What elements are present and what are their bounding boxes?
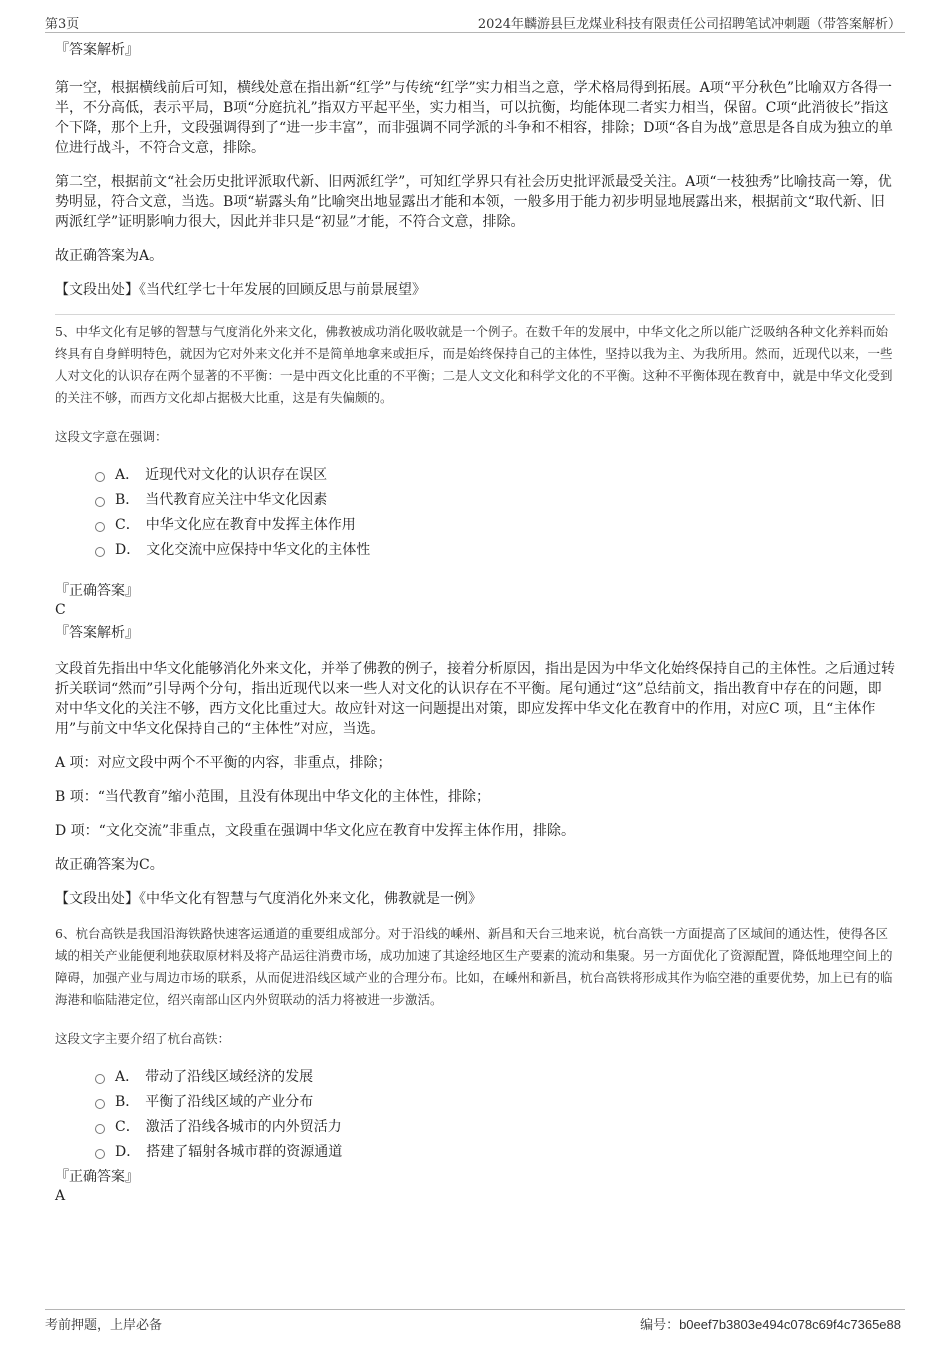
- option-text: 带动了沿线区域经济的发展: [145, 1068, 314, 1085]
- correct-answer-value: A: [55, 1188, 66, 1204]
- radio-icon[interactable]: [95, 497, 105, 507]
- page-header: [45, 10, 905, 33]
- correct-answer-label: 『正确答案』: [55, 1169, 139, 1185]
- option-text: 搭建了辐射各城市群的资源通道: [146, 1143, 343, 1160]
- question-6-options: [95, 1063, 895, 1163]
- question-5-prompt: 这段文字意在强调：: [55, 429, 168, 444]
- question-6-prompt: 这段文字主要介绍了杭台高铁：: [55, 1031, 231, 1046]
- passage-source: 【文段出处】《中华文化有智慧与气度消化外来文化，佛教就是一例》: [55, 891, 482, 907]
- radio-icon[interactable]: [95, 472, 105, 482]
- option-text: 文化交流中应保持中华文化的主体性: [146, 541, 371, 558]
- option-letter: C．: [115, 516, 140, 533]
- question-5-option-c[interactable]: [95, 511, 895, 536]
- radio-icon[interactable]: [95, 1074, 105, 1084]
- question-5-item-a: A 项：对应文段中两个不平衡的内容，非重点，排除；: [55, 755, 392, 771]
- question-5-option-d[interactable]: [95, 536, 895, 561]
- question-6-option-a[interactable]: [95, 1063, 895, 1088]
- radio-icon[interactable]: [95, 547, 105, 557]
- page-number: 第3页: [45, 17, 80, 32]
- question-6-option-b[interactable]: [95, 1088, 895, 1113]
- analysis-conclusion: 故正确答案为A。: [55, 248, 164, 264]
- option-letter: A．: [115, 466, 140, 483]
- option-text: 近现代对文化的认识存在误区: [145, 466, 328, 483]
- question-5-item-b: B 项：“当代教育”缩小范围，且没有体现出中华文化的主体性，排除；: [55, 789, 491, 805]
- document-title: 2024年麟游县巨龙煤业科技有限责任公司招聘笔试冲刺题（带答案解析）: [477, 17, 901, 32]
- question-6-option-d[interactable]: [95, 1138, 895, 1163]
- question-5-analysis: 文段首先指出中华文化能够消化外来文化，并举了佛教的例子，接着分析原因，指出是因为中华文化始终保持自己的主体性。之后通过转折关联词“然而”引导两个分句，指出近现代以来一些人对文化的认识存在不平衡。尾句通过“这”总结前文，指出教育中存在的问题，即对中华文化的关注不够，西方文化比重过大。故应针对这一问题提出对策，即应发挥中华文化在教育中的作用，对应C 项，且“主体作用”与前文中华文化保持自己的“主体性”对应，当选。: [55, 661, 895, 737]
- analysis-label: 『答案解析』: [55, 625, 139, 641]
- document-id: 编号：b0eef7b3803e494c078c69f4c7365e88: [640, 1317, 901, 1332]
- radio-icon[interactable]: [95, 1099, 105, 1109]
- option-letter: D．: [115, 1143, 141, 1160]
- option-text: 平衡了沿线区域的产业分布: [145, 1093, 314, 1110]
- radio-icon[interactable]: [95, 1124, 105, 1134]
- option-text: 激活了沿线各城市的内外贸活力: [145, 1118, 342, 1135]
- analysis-paragraph-2: 第二空，根据前文“社会历史批评派取代新、旧两派红学”，可知红学界只有社会历史批评派最受关注。A项“一枝独秀”比喻技高一筹，优势明显，符合文意，当选。B项“崭露头角”比喻突出地显露出才能和本领，一般多用于能力初步明显地展露出来，根据前文“取代新、旧两派红学”证明影响力很大，因此并非只是“初显”才能，不符合文意，排除。: [55, 174, 892, 230]
- option-letter: B．: [115, 1093, 140, 1110]
- correct-answer-value: C: [55, 602, 66, 618]
- question-6-text: 6、杭台高铁是我国沿海铁路快速客运通道的重要组成部分。对于沿线的嵊州、新昌和天台三地来说，杭台高铁一方面提高了区域间的通达性，使得各区域的相关产业能便利地获取原材料及将产品运往消费市场，成功加速了其途经地区生产要素的流动和集聚。另一方面优化了资源配置，降低地理空间上的障碍，加强产业与周边市场的联系，从而促进沿线区域产业的合理分布。比如，在嵊州和新昌，杭台高铁将形成其作为临空港的重要优势，加上已有的临海港和临陆港定位，绍兴南部山区内外贸联动的活力将被进一步激活。: [55, 926, 893, 1007]
- question-5-text: 5、中华文化有足够的智慧与气度消化外来文化，佛教被成功消化吸收就是一个例子。在数千年的发展中，中华文化之所以能广泛吸纳各种文化养料而始终具有自身鲜明特色，就因为它对外来文化并不是简单地拿来或拒斥，而是始终保持自己的主体性，坚持以我为主、为我所用。然而，近现代以来，一些人对文化的认识存在两个显著的不平衡：一是中西文化比重的不平衡；二是人文文化和科学文化的不平衡。这种不平衡体现在教育中，就是中华文化受到的关注不够，而西方文化却占据极大比重，这是有失偏颇的。: [55, 324, 893, 405]
- footer-slogan: 考前押题，上岸必备: [45, 1318, 163, 1333]
- option-letter: A．: [115, 1068, 140, 1085]
- page-footer: [45, 1309, 905, 1333]
- radio-icon[interactable]: [95, 1149, 105, 1159]
- question-5-option-a[interactable]: [95, 461, 895, 486]
- analysis-label: 『答案解析』: [55, 42, 139, 58]
- correct-answer-label: 『正确答案』: [55, 583, 139, 599]
- question-5-options: [95, 461, 895, 561]
- question-5-item-d: D 项：“文化交流”非重点，文段重在强调中华文化应在教育中发挥主体作用，排除。: [55, 823, 575, 839]
- document-body: [55, 40, 895, 1209]
- option-letter: D．: [115, 541, 141, 558]
- option-letter: B．: [115, 491, 140, 508]
- analysis-paragraph-1: 第一空，根据横线前后可知，横线处意在指出新“红学”与传统“红学”实力相当之意，学术格局得到拓展。A项“平分秋色”比喻双方各得一半，不分高低，表示平局，B项“分庭抗礼”指双方平起平坐，实力相当，可以抗衡，均能体现二者实力相当，保留。C项“此消彼长”指这个下降，那个上升，文段强调得到了“进一步丰富”，而非强调不同学派的斗争和不相容，排除；D项“各自为战”意思是各自成为独立的单位进行战斗，不符合文意，排除。: [55, 80, 893, 156]
- question-divider: [55, 314, 895, 315]
- question-5-conclusion: 故正确答案为C。: [55, 857, 164, 873]
- question-5-option-b[interactable]: [95, 486, 895, 511]
- option-text: 当代教育应关注中华文化因素: [145, 491, 328, 508]
- radio-icon[interactable]: [95, 522, 105, 532]
- option-letter: C．: [115, 1118, 140, 1135]
- question-6-option-c[interactable]: [95, 1113, 895, 1138]
- option-text: 中华文化应在教育中发挥主体作用: [145, 516, 356, 533]
- passage-source: 【文段出处】《当代红学七十年发展的回顾反思与前景展望》: [55, 282, 426, 298]
